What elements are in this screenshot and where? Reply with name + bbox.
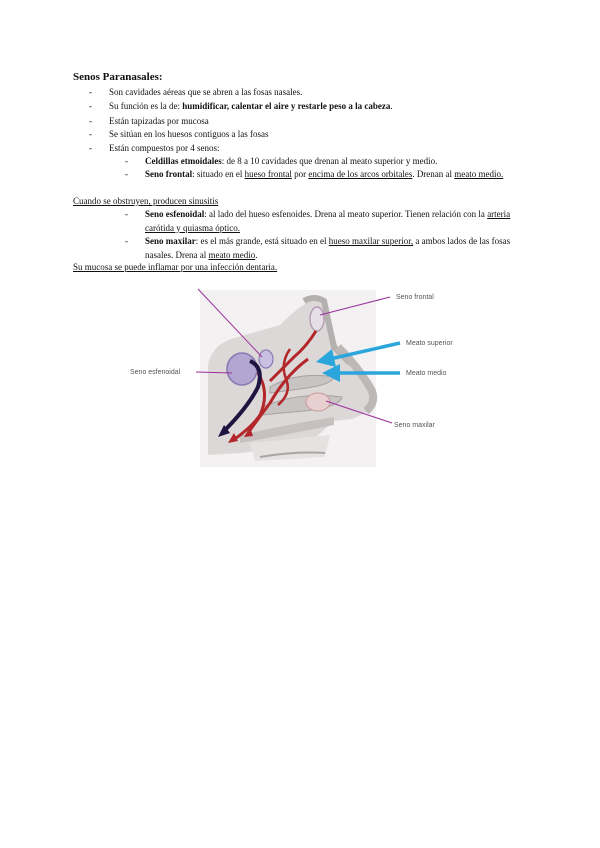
list-item: - Están tapizadas por mucosa <box>89 116 209 126</box>
sublist-item-maxilar: - Seno maxilar: es el más grande, está situado en el hueso maxilar superior, a ambos lados de las fosas nasales. Drena al meato medio. <box>125 236 511 260</box>
sublist-item-frontal: - Seno frontal: situado en el hueso frontal por encima de los arcos orbitales. Drenan al meato medio. <box>125 169 504 179</box>
maxillary-sinus <box>306 393 330 411</box>
label-seno-frontal: Seno frontal <box>396 294 434 301</box>
mucosa-note: Su mucosa se puede inflamar por una infección dentaria. <box>73 262 278 272</box>
label-seno-maxilar: Seno maxilar <box>394 422 435 429</box>
label-seno-esfenoidal: Seno esfenoidal <box>130 369 181 376</box>
sphenoid-sinus <box>227 353 257 385</box>
sublist-item-etmoidales: - Celdillas etmoidales: de 8 a 10 cavidades que drenan al meato superior y medio. <box>125 156 438 166</box>
label-meato-medio: Meato medio <box>406 370 447 377</box>
list-item: - Están compuestos por 4 senos: <box>89 143 220 153</box>
list-item: - Son cavidades aéreas que se abren a las fosas nasales. <box>89 87 303 97</box>
sinusitis-note: Cuando se obstruyen, producen sinusitis <box>73 196 219 206</box>
paranasal-sinus-diagram <box>120 285 460 470</box>
list-item: - Se sitúan en los huesos contiguos a las fosas <box>89 129 269 139</box>
sublist-item-esfenoidal: - Seno esfenoidal: al lado del hueso esfenoides. Drena al meato superior. Tienen relación con la arteria carótida y quiasma óptico. <box>125 209 511 233</box>
label-meato-superior: Meato superior <box>406 340 453 347</box>
list-item-funcion: - Su función es la de: humidificar, calentar el aire y restarle peso a la cabeza. <box>89 101 393 111</box>
page-title: Senos Paranasales: <box>73 71 163 83</box>
frontal-sinus <box>310 307 324 331</box>
ethmoid-cells <box>259 350 273 368</box>
